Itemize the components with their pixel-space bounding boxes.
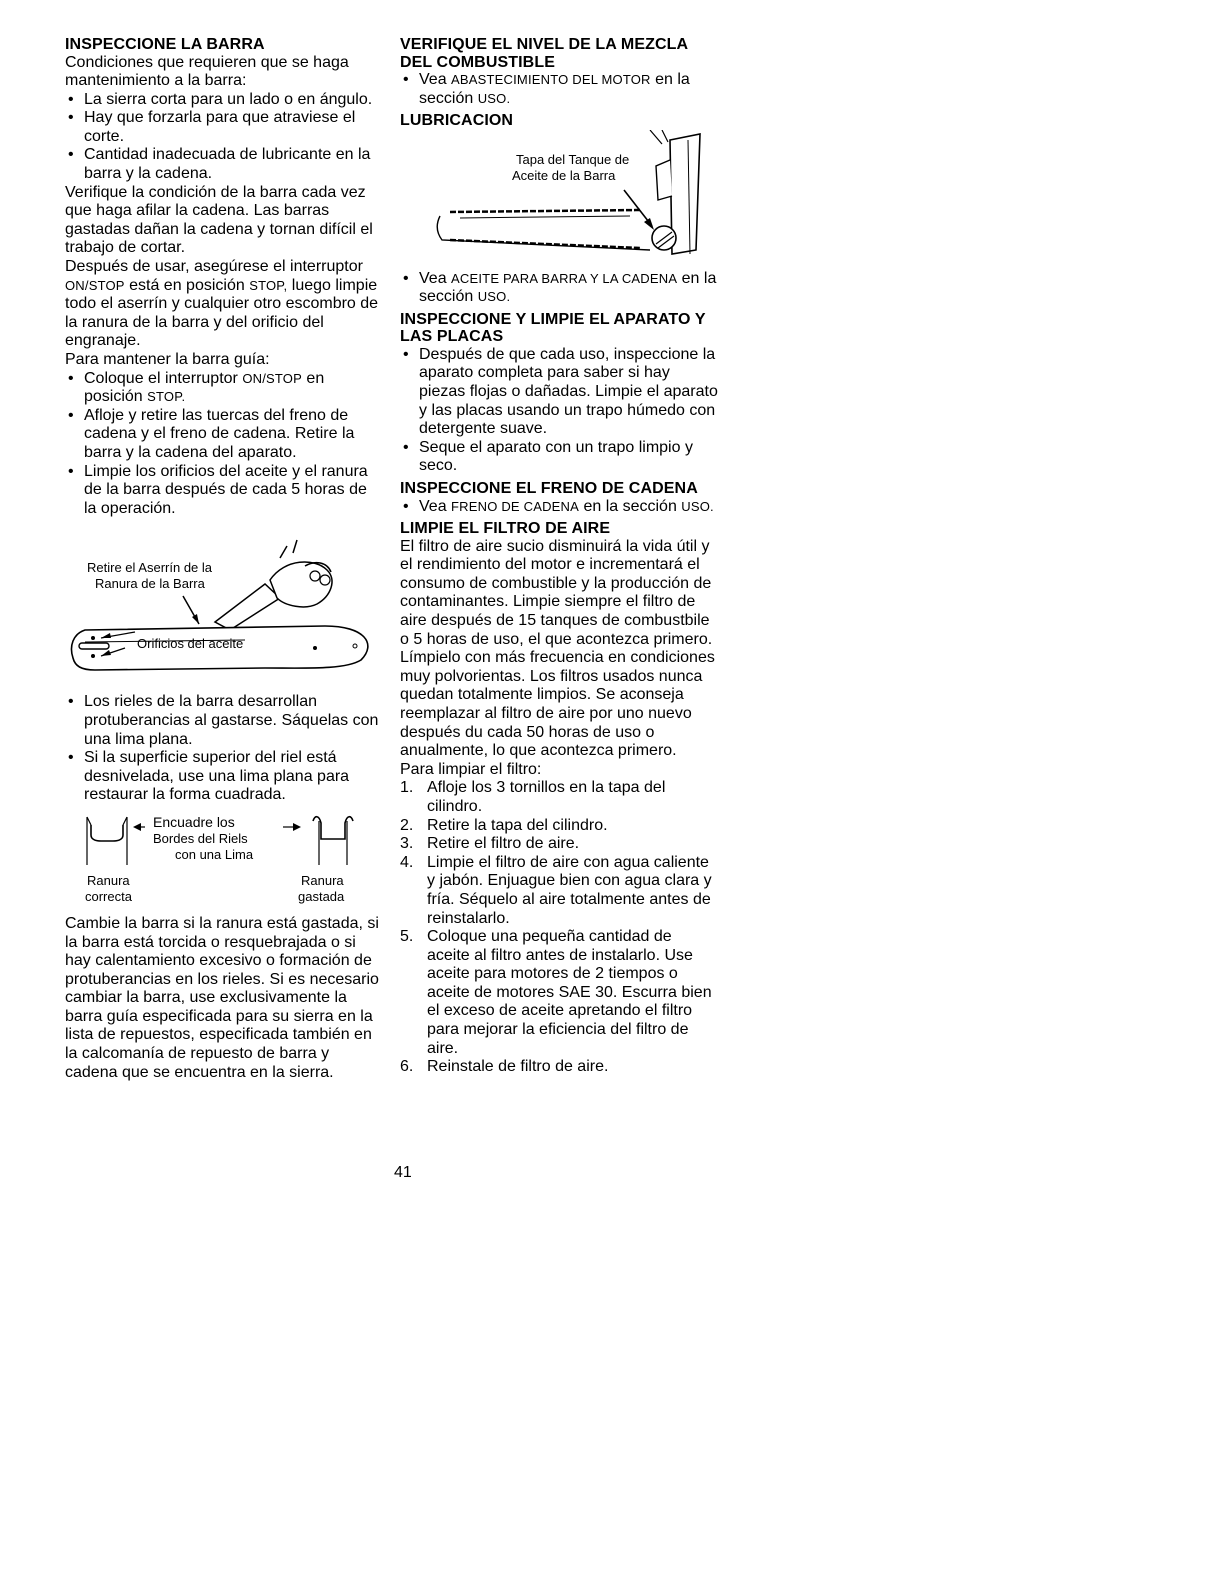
paragraph: Verifique la condición de la barra cada vez que haga afilar la cadena. Las barras gastadas dañan la cadena y tornan difícil el trabajo de cortar. bbox=[65, 183, 373, 257]
list-item: 2. Retire la tapa del cilindro. bbox=[400, 816, 608, 834]
bullet-list bbox=[65, 693, 383, 805]
list-item: • Coloque el interruptor ON/STOP en posición STOP. bbox=[65, 370, 383, 407]
figure-label: gastada bbox=[298, 888, 345, 904]
list-item: • Vea ACEITE PARA BARRA Y LA CADENA en la sección USO. bbox=[400, 270, 718, 307]
figure-label: Orificios del aceite bbox=[137, 636, 244, 652]
bullet-list bbox=[400, 71, 718, 108]
section-title-fuel-mix: VERIFIQUE EL NIVEL DE LA MEZCLA DEL COMBUSTIBLE bbox=[400, 36, 688, 71]
bullet-list bbox=[65, 91, 383, 184]
list-item: • Hay que forzarla para que atraviese el corte. bbox=[65, 109, 383, 146]
section-title-inspect-bar: INSPECCIONE LA BARRA bbox=[65, 36, 265, 53]
figure-label: Tapa del Tanque de bbox=[516, 151, 630, 167]
figure-label: con una Lima bbox=[175, 846, 254, 862]
section-title-chain-brake: INSPECCIONE EL FRENO DE CADENA bbox=[400, 480, 698, 498]
paragraph: Cambie la barra si la ranura está gastada, si la barra está torcida o resquebrajada o si hay calentamiento excesivo o formación de protuberancias en los rieles. Si es necesario cambiar la barra, use exclusivamente la barra guía especificada para su sierra en la lista de repuestos, especificada también en la calcomanía de repuesto de barra y cadena que se encuentra en la sierra. bbox=[65, 914, 379, 1081]
bullet-list bbox=[400, 346, 718, 476]
figure-label: Aceite de la Barra bbox=[512, 167, 616, 183]
list-item: • Limpie los orificios del aceite y el ranura de la barra después de cada 5 horas de la operación. bbox=[65, 463, 383, 519]
paragraph: Condiciones que requieren que se haga mantenimiento a la barra: bbox=[65, 53, 349, 90]
list-item: • Afloje y retire las tuercas del freno de cadena y el freno de cadena. Retire la barra y la cadena del aparato. bbox=[65, 407, 383, 463]
numbered-list bbox=[400, 779, 718, 1077]
groove-condition-figure bbox=[65, 805, 383, 915]
figure-label: correcta bbox=[85, 888, 132, 904]
bullet-list bbox=[65, 370, 383, 519]
list-item: 4. Limpie el filtro de aire con agua caliente y jabón. Enjuague bien con agua clara y fría. Séquelo al aire totalmente antes de reinstalarlo. bbox=[400, 853, 712, 927]
list-item: • Seque el aparato con un trapo limpio y seco. bbox=[400, 439, 718, 476]
list-item: 3. Retire el filtro de aire. bbox=[400, 835, 580, 853]
list-item: • Si la superficie superior del riel está desnivelada, use una lima plana para restaurar la forma cuadrada. bbox=[65, 749, 383, 805]
left-column bbox=[65, 36, 383, 1082]
figure-label: Ranura bbox=[301, 872, 344, 888]
bullet-list bbox=[400, 270, 718, 307]
oil-tank-figure bbox=[400, 130, 718, 270]
figure-label: Ranura de la Barra bbox=[95, 576, 205, 592]
figure-label: Retire el Aserrín de la bbox=[87, 560, 213, 576]
figure-label: Bordes del Riels bbox=[153, 830, 248, 846]
paragraph: El filtro de aire sucio disminuirá la vida útil y el rendimiento del motor e incrementará el consumo de combustible y la producción de contaminantes. Limpie siempre el filtro de aire después de 15 tanques de combustbile o 5 horas de uso, el que acontezca primero. Límpielo con más frecuencia en condiciones muy polvorientas. Los filtros usados nunca quedan totalmente limpios. Se aconseja reemplazar al filtro de aire por uno nuevo después du cada 50 horas de uso o anualmente, lo que acontezca primero. bbox=[400, 537, 715, 760]
list-item: • La sierra corta para un lado o en ángulo. bbox=[65, 91, 383, 110]
section-title-lubrication: LUBRICACION bbox=[400, 112, 514, 130]
figure-label: Encuadre los bbox=[153, 813, 235, 830]
list-item: • Cantidad inadecuada de lubricante en la barra y la cadena. bbox=[65, 146, 383, 183]
list-item: 6. Reinstale de filtro de aire. bbox=[400, 1058, 609, 1076]
right-column bbox=[400, 36, 718, 1077]
list-item: 5. Coloque una pequeña cantidad de aceite al filtro antes de instalarlo. Use aceite para motores de 2 tiempos o aceite de motores SAE 30. Escurra bien el exceso de aceite apretando el filtro para mejorar la eficiencia del filtro de aire. bbox=[400, 928, 712, 1057]
list-item: • Vea ABASTECIMIENTO DEL MOTOR en la sección USO. bbox=[400, 71, 718, 108]
paragraph: Para mantener la barra guía: bbox=[65, 351, 270, 368]
paragraph: Después de usar, asegúrese el interruptor ON/STOP está en posición STOP, luego limpie todo el aserrín y cualquier otro escombro de la ranura de la barra y del orificio del engranaje. bbox=[65, 258, 379, 350]
list-item: 1. Afloje los 3 tornillos en la tapa del cilindro. bbox=[400, 779, 666, 815]
figure-label: Ranura bbox=[87, 872, 130, 888]
bar-cleaning-figure bbox=[65, 518, 383, 693]
list-item: • Vea FRENO DE CADENA en la sección USO. bbox=[400, 498, 718, 517]
list-item: • Los rieles de la barra desarrollan protuberancias al gastarse. Sáquelas con una lima plana. bbox=[65, 693, 383, 749]
section-title-inspect-clean: INSPECCIONE Y LIMPIE EL APARATO Y LAS PLACAS bbox=[400, 310, 706, 346]
bullet-list bbox=[400, 498, 718, 517]
paragraph: Para limpiar el filtro: bbox=[400, 760, 542, 778]
list-item: • Después de que cada uso, inspeccione la aparato completa para saber si hay piezas flojas o dañadas. Limpie el aparato y las placas usando un trapo húmedo con detergente suave. bbox=[400, 346, 718, 439]
page-number: 41 bbox=[394, 1164, 412, 1181]
section-title-air-filter: LIMPIE EL FILTRO DE AIRE bbox=[400, 520, 611, 538]
